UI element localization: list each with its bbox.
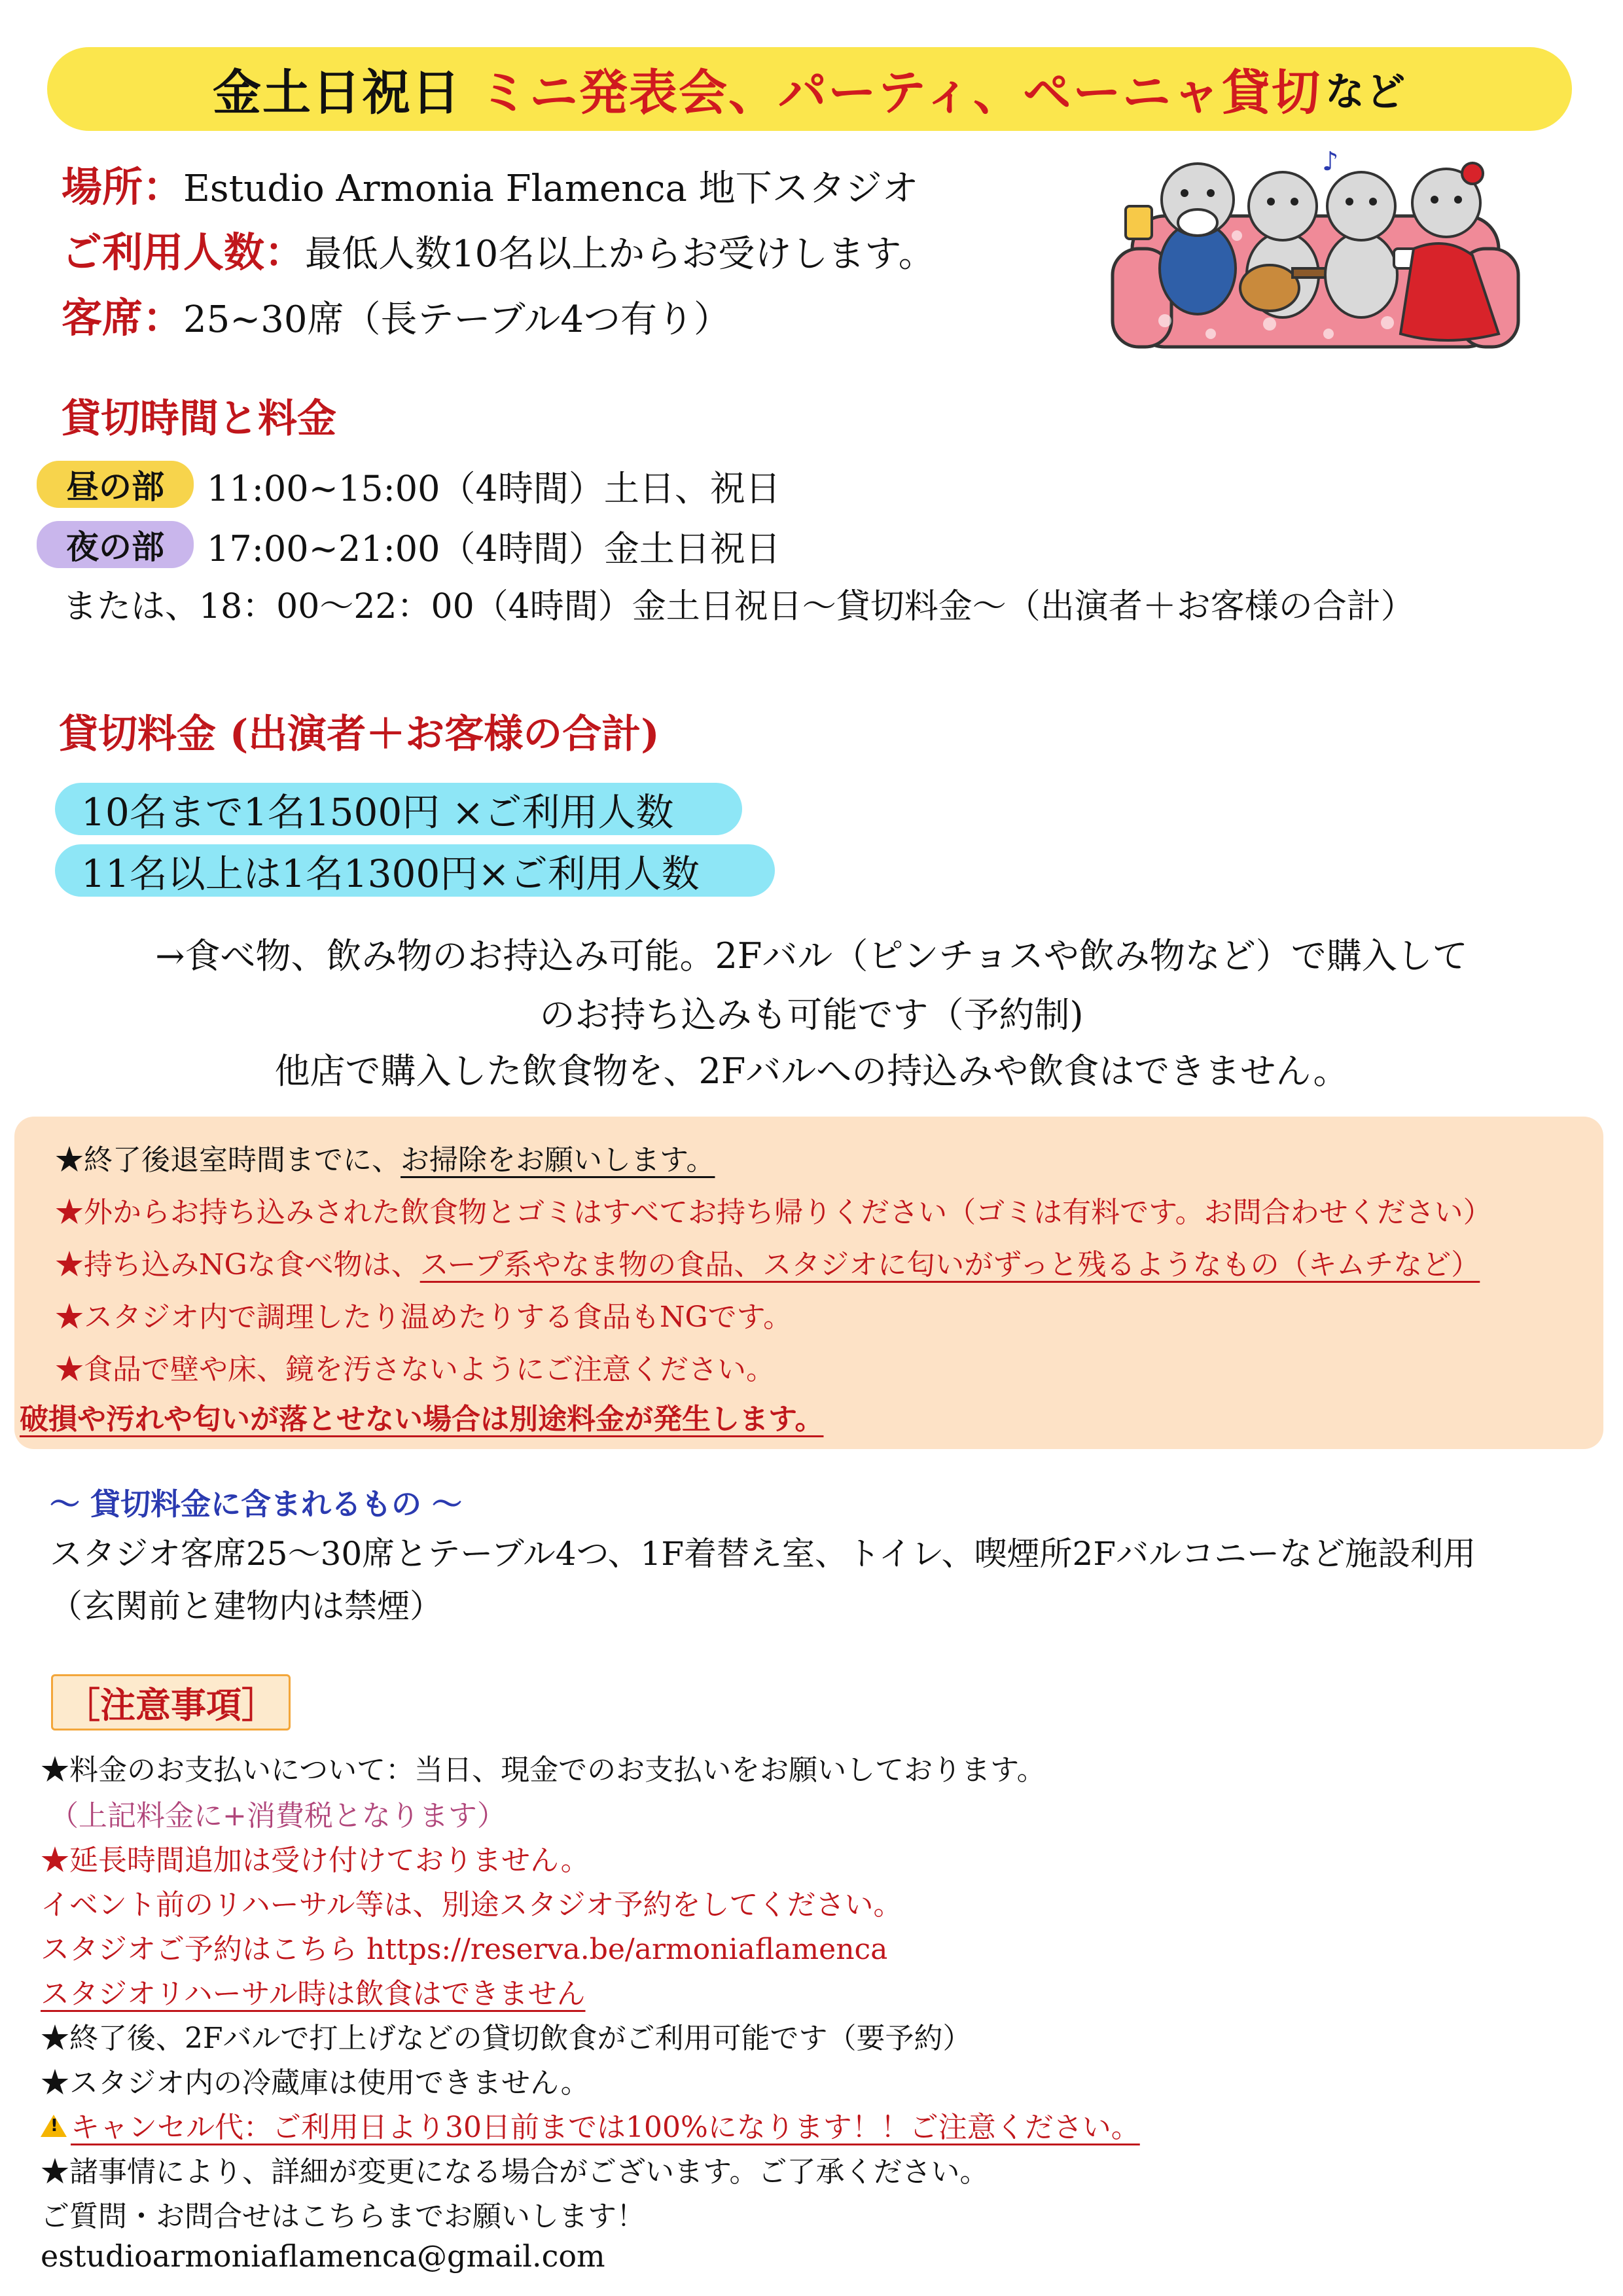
- dogs-on-sofa-illustration: [1106, 137, 1525, 360]
- place-label: 場所：: [62, 163, 184, 211]
- note-no-extension: ★延長時間追加は受け付けておりません。: [41, 1844, 590, 1877]
- people-value: 最低人数10名以上からお受けします。: [305, 233, 935, 276]
- people-line: [62, 220, 935, 278]
- page-title: [47, 47, 1572, 131]
- note-cancellation-text: キャンセル代：ご利用日より30日前までは100%になります！！ご注意ください。: [71, 2111, 1140, 2144]
- included-heading: 〜 貸切料金に含まれるもの 〜: [50, 1486, 463, 1522]
- note-reservation-link[interactable]: スタジオご予約はこちら https://reserva.be/armoniaflamenca: [41, 1933, 888, 1966]
- rule-ng-food-prefix: ★持ち込みNGな食べ物は、: [55, 1248, 420, 1282]
- seats-line: [62, 285, 730, 344]
- people-label: ご利用人数：: [62, 228, 306, 276]
- contact-email[interactable]: estudioarmoniaflamenca@gmail.com: [41, 2238, 605, 2274]
- note-changes: ★諸事情により、詳細が変更になる場合がございます。ご了承ください。: [41, 2155, 989, 2189]
- food-line-3: 他店で購入した飲食物を、2Fバルへの持込みや飲食はできません。: [274, 1050, 1349, 1092]
- time-heading: 貸切時間と料金: [62, 396, 336, 442]
- notes-heading: ［注意事項］: [51, 1674, 291, 1731]
- food-line-2: のお持ち込みも可能です（予約制): [539, 994, 1084, 1035]
- title-etc: など: [1325, 69, 1407, 115]
- rule-cleaning-emphasis: お掃除をお願いします。: [401, 1143, 715, 1177]
- day-time-text: 11:00~15:00（4時間）土日、祝日: [207, 468, 781, 509]
- rules-box: [14, 1117, 1603, 1449]
- day-badge: 昼の部: [37, 461, 194, 508]
- svg-text:♪: ♪: [1322, 147, 1339, 177]
- note-tax: （上記料金に+消費税となります）: [50, 1799, 506, 1833]
- rule-ng-food-list: スープ系やなま物の食品、スタジオに匂いがずっと残るようなもの（キムチなど）: [419, 1248, 1480, 1282]
- seats-label: 客席：: [62, 294, 184, 342]
- price-heading: 貸切料金 (出演者＋お客様の合計): [59, 711, 660, 757]
- rule-no-cooking: ★スタジオ内で調理したり温めたりする食品もNGです。: [55, 1300, 793, 1334]
- warning-icon: [41, 2115, 67, 2137]
- rule-no-stains: ★食品で壁や床、鏡を汚さないようにご注意ください。: [55, 1353, 775, 1386]
- alt-time-text: または、18：00〜22：00（4時間）金土日祝日〜貸切料金〜（出演者＋お客様の合計）: [63, 587, 1415, 626]
- rule-take-home: ★外からお持ち込みされた飲食物とゴミはすべてお持ち帰りください（ゴミは有料です。お問合わせください）: [55, 1196, 1492, 1229]
- rule-cleaning: [55, 1136, 715, 1178]
- title-days: 金土日祝日: [212, 65, 461, 121]
- included-line-1: スタジオ客席25〜30席とテーブル4つ、1F着替え室、トイレ、喫煙所2Fバルコニーなど施設利用: [50, 1535, 1476, 1573]
- rule-extra-fee: 破損や汚れや匂いが落とせない場合は別途料金が発生します。: [20, 1403, 824, 1436]
- note-fridge: ★スタジオ内の冷蔵庫は使用できません。: [41, 2066, 590, 2100]
- note-payment: ★料金のお支払いについて：当日、現金でのお支払いをお願いしております。: [41, 1753, 1046, 1787]
- night-time-text: 17:00~21:00（4時間）金土日祝日: [207, 528, 781, 569]
- note-contact: ご質問・お問合せはこちらまでお願いします！: [41, 2200, 645, 2233]
- place-line: [62, 154, 919, 213]
- seats-value: 25~30席（長テーブル4つ有り）: [183, 298, 731, 341]
- included-line-2: （玄関前と建物内は禁煙）: [50, 1587, 442, 1625]
- note-cancellation: [41, 2104, 1140, 2145]
- rule-ng-food: [55, 1241, 1480, 1283]
- note-after-party: ★終了後、2Fバルで打上げなどの貸切飲食がご利用可能です（要予約）: [41, 2022, 972, 2055]
- night-badge: 夜の部: [37, 521, 194, 568]
- rule-cleaning-prefix: ★終了後退室時間までに、: [55, 1143, 401, 1177]
- note-rehearsal: イベント前のリハーサル等は、別途スタジオ予約をしてください。: [41, 1888, 902, 1922]
- price-tier-2: 11名以上は1名1300円×ご利用人数: [55, 844, 775, 897]
- food-line-1: →食べ物、飲み物のお持込み可能。2Fバル（ピンチョスや飲み物など）で購入して: [155, 935, 1468, 977]
- note-no-food-rehearsal: スタジオリハーサル時は飲食はできません: [41, 1977, 586, 2011]
- price-tier-1: 10名まで1名1500円 ×ご利用人数: [55, 783, 742, 835]
- header-banner: [47, 47, 1572, 131]
- place-value: Estudio Armonia Flamenca 地下スタジオ: [183, 168, 919, 210]
- title-events: ミニ発表会、パーティ、ペーニャ貸切: [479, 65, 1322, 121]
